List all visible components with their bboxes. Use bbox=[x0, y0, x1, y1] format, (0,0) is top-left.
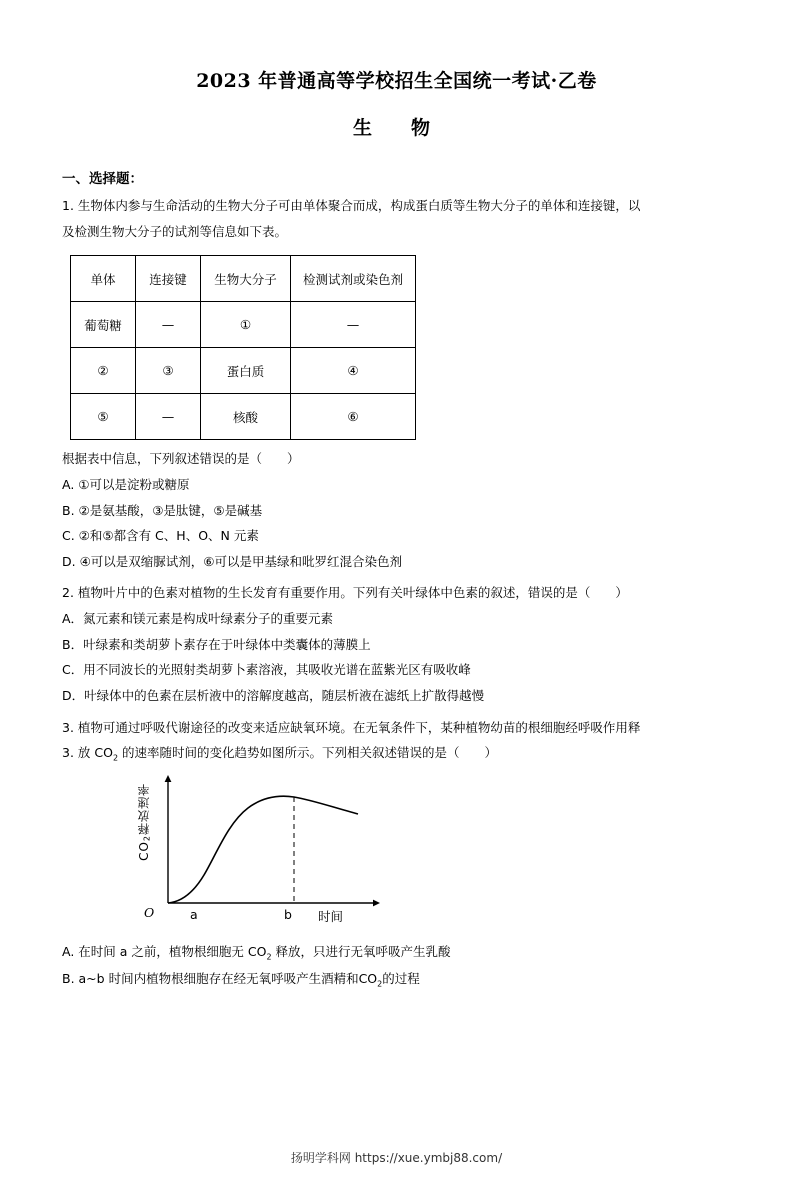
q3-figure bbox=[62, 775, 731, 935]
table-cell: 蛋白质 bbox=[201, 348, 291, 394]
table-cell: ⑥ bbox=[291, 394, 416, 440]
table-cell: — bbox=[136, 302, 201, 348]
chart-x-axis-label: 时间 bbox=[318, 909, 344, 925]
table-header-row bbox=[71, 256, 416, 302]
q3-stem-line1: 3. 植物可通过呼吸代谢途径的改变来适应缺氧环境。在无氧条件下，某种植物幼苗的根细胞经呼吸作用释 bbox=[62, 719, 641, 735]
table-cell: ① bbox=[201, 302, 291, 348]
chart-svg bbox=[152, 775, 402, 923]
chart-y-axis-label: $CO_2$释放速率 bbox=[137, 783, 152, 861]
table-header-cell: 连接键 bbox=[136, 256, 201, 302]
table-cell: — bbox=[136, 394, 201, 440]
q1-prompt: 根据表中信息，下列叙述错误的是（ ） bbox=[62, 451, 300, 467]
footer-watermark: 扬明学科网 https://xue.ymbj88.com/ bbox=[290, 1151, 503, 1165]
table-row bbox=[71, 394, 416, 440]
section-heading: 一、选择题： bbox=[62, 171, 143, 187]
table-cell: — bbox=[291, 302, 416, 348]
q3-option-a: A. 在时间 a 之前，植物根细胞无 $CO_2$ 释放，只进行无氧呼吸产生乳酸 bbox=[62, 944, 451, 962]
chart-origin-label: O bbox=[144, 905, 155, 921]
q1-option-a: A. ①可以是淀粉或糖原 bbox=[62, 476, 190, 492]
q2-stem: 2. 植物叶片中的色素对植物的生长发育有重要作用。下列有关叶绿体中色素的叙述，错误的是（ ） bbox=[62, 585, 628, 601]
q1-option-b: B. ②是氨基酸，③是肽键，⑤是碱基 bbox=[62, 502, 263, 518]
table-row bbox=[71, 348, 416, 394]
q2-option-d: D．叶绿体中的色素在层析液中的溶解度越高，随层析液在滤纸上扩散得越慢 bbox=[62, 687, 485, 703]
q3-stem-line2: 3. 放 $CO_2$ 的速率随时间的变化趋势如图所示。下列相关叙述错误的是（ ） bbox=[62, 745, 498, 763]
question-1 bbox=[62, 193, 731, 574]
q1-stem-line2: 及检测生物大分子的试剂等信息如下表。 bbox=[62, 223, 288, 239]
page-title: 2023 年普通高等学校招生全国统一考试·乙卷 bbox=[196, 70, 597, 92]
table-header-cell: 生物大分子 bbox=[201, 256, 291, 302]
q3-option-b: B. a~b 时间内植物根细胞存在经无氧呼吸产生酒精和$CO_2$的过程 bbox=[62, 970, 420, 989]
table-cell: ④ bbox=[291, 348, 416, 394]
q1-table bbox=[70, 255, 416, 440]
table-cell: 核酸 bbox=[201, 394, 291, 440]
subject-title: 生 物 bbox=[352, 117, 440, 139]
table-cell: ② bbox=[71, 348, 136, 394]
question-2 bbox=[62, 580, 731, 708]
table-row bbox=[71, 302, 416, 348]
table-cell: 葡萄糖 bbox=[71, 302, 136, 348]
q2-option-b: B．叶绿素和类胡萝卜素存在于叶绿体中类囊体的薄膜上 bbox=[62, 636, 371, 652]
table-cell: ⑤ bbox=[71, 394, 136, 440]
table-header-cell: 单体 bbox=[71, 256, 136, 302]
q1-stem-line1: 1. 生物体内参与生命活动的生物大分子可由单体聚合而成，构成蛋白质等生物大分子的单体和连接键，以 bbox=[62, 198, 641, 213]
table-header-cell: 检测试剂或染色剂 bbox=[291, 256, 416, 302]
q2-option-a: A．氮元素和镁元素是构成叶绿素分子的重要元素 bbox=[62, 611, 334, 626]
table-cell: ③ bbox=[136, 348, 201, 394]
chart-xtick-b: b bbox=[284, 907, 292, 923]
question-3 bbox=[62, 715, 731, 993]
document-page bbox=[0, 66, 793, 1188]
q1-option-c: C. ②和⑤都含有 C、H、O、N 元素 bbox=[62, 528, 259, 544]
q1-option-d: D. ④可以是双缩脲试剂，⑥可以是甲基绿和吡罗红混合染色剂 bbox=[62, 553, 402, 569]
chart-xtick-a: a bbox=[190, 907, 198, 923]
q2-option-c: C．用不同波长的光照射类胡萝卜素溶液，其吸收光谱在蓝紫光区有吸收峰 bbox=[62, 662, 471, 678]
